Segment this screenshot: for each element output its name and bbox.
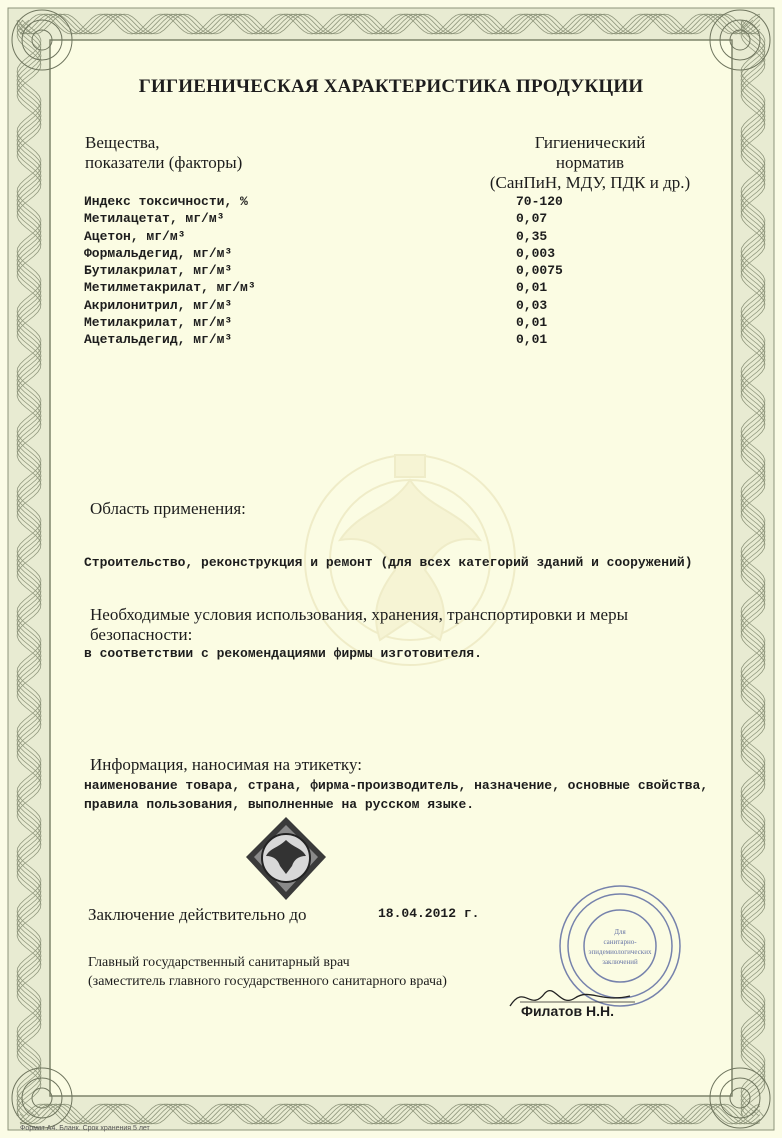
table-row xyxy=(84,246,644,263)
header-substances xyxy=(85,133,242,173)
svg-text:заключений: заключений xyxy=(602,958,638,966)
norm-value: 0,07 xyxy=(516,211,548,227)
substance-name: Метилацетат, мг/м³ xyxy=(84,211,225,227)
norm-value: 0,35 xyxy=(516,228,548,244)
norm-value: 0,0075 xyxy=(516,263,563,279)
substance-name: Бутилакрилат, мг/м³ xyxy=(84,263,233,279)
norm-value: 0,003 xyxy=(516,245,556,261)
document-title: ГИГИЕНИЧЕСКАЯ ХАРАКТЕРИСТИКА ПРОДУКЦИИ xyxy=(138,76,644,97)
svg-text:Для: Для xyxy=(614,928,626,936)
substance-name: Метилметакрилат, мг/м³ xyxy=(84,280,256,296)
header-norm xyxy=(450,133,730,193)
table-row xyxy=(84,298,644,315)
svg-text:санитарно-: санитарно- xyxy=(603,938,637,946)
hygiene-norms-table xyxy=(84,194,644,350)
norm-value: 0,01 xyxy=(516,332,548,348)
table-row xyxy=(84,211,644,228)
table-row xyxy=(84,332,644,349)
conditions-label: Необходимые условия использования, хранения, транспортировки и меры безопасности: xyxy=(90,605,628,644)
substance-name: Ацетальдегид, мг/м³ xyxy=(84,332,233,348)
norm-value: 0,03 xyxy=(516,297,548,313)
application-area-label: Область применения: xyxy=(90,499,246,518)
substance-name: Метилакрилат, мг/м³ xyxy=(84,315,233,331)
label-info-text: наименование товара, страна, фирма-производитель, назначение, основные свойства, правила пользования, выполненные на русском языке. xyxy=(84,778,709,812)
header-norm-line3: (СанПиН, МДУ, ПДК и др.) xyxy=(489,173,691,192)
form-footer: Формат А4. Бланк. Срок хранения 5 лет xyxy=(20,1125,150,1132)
signer-name: Филатов Н.Н. xyxy=(521,1003,614,1019)
table-row xyxy=(84,280,644,297)
substance-name: Акрилонитрил, мг/м³ xyxy=(84,297,233,313)
valid-until-label: Заключение действительно до xyxy=(88,905,307,924)
substance-name: Индекс токсичности, % xyxy=(84,194,248,209)
table-row xyxy=(84,263,644,280)
header-norm-line2: норматив xyxy=(555,153,625,172)
norm-value: 0,01 xyxy=(516,280,548,296)
header-substances-line1: Вещества, xyxy=(85,133,160,152)
label-info-label: Информация, наносимая на этикетку: xyxy=(90,755,362,774)
hologram-sticker xyxy=(236,812,336,902)
valid-until-date: 18.04.2012 г. xyxy=(378,906,480,921)
norm-value: 70-120 xyxy=(516,194,563,209)
header-norm-line1: Гигиенический xyxy=(534,133,646,152)
chief-doctor-title xyxy=(88,953,447,991)
chief-doctor-line1: Главный государственный санитарный врач xyxy=(88,955,350,970)
conditions-text: в соответствии с рекомендациями фирмы изготовителя. xyxy=(84,646,482,661)
norm-value: 0,01 xyxy=(516,315,548,331)
application-area-text: Строительство, реконструкция и ремонт (для всех категорий зданий и сооружений) xyxy=(84,555,693,570)
table-row xyxy=(84,194,644,211)
header-substances-line2: показатели (факторы) xyxy=(85,153,243,172)
substance-name: Формальдегид, мг/м³ xyxy=(84,245,233,261)
svg-text:эпидемиологических: эпидемиологических xyxy=(588,948,652,956)
table-row xyxy=(84,229,644,246)
substance-name: Ацетон, мг/м³ xyxy=(84,228,186,244)
chief-doctor-line2: (заместитель главного государственного санитарного врача) xyxy=(88,974,447,989)
table-row xyxy=(84,315,644,332)
